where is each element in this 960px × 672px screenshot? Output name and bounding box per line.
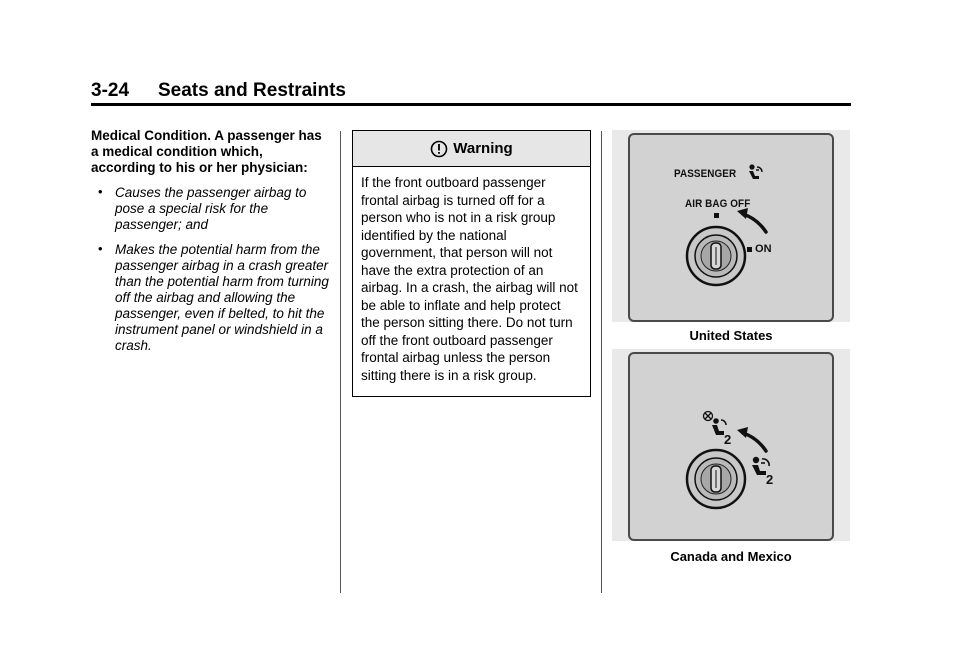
column-divider — [340, 131, 341, 593]
warning-box — [352, 130, 591, 397]
warning-text: If the front outboard passenger frontal airbag is turned off for a person who is not in a risk group identified by the national government, that person will not have the extra protection of an airbag. In a crash, the airbag will not be able to inflate and help protect the person sitting there. Do not turn off the front outboard passenger frontal airbag unless the person sitting there is in a risk group. — [361, 175, 578, 383]
bullet-icon: • — [98, 184, 103, 199]
medical-condition-column — [91, 128, 331, 363]
header-rule — [91, 103, 851, 106]
warning-icon — [430, 140, 448, 158]
list-item-text: Makes the potential harm from the passenger airbag in a crash greater than the potential harm from turning off the airbag and allowing the passenger, even if belted, to hit the instrument panel or windshield in a crash. — [115, 242, 329, 353]
airbag-off-label: AIR BAG OFF — [685, 198, 751, 210]
condition-list — [91, 185, 331, 354]
key-switch-icon — [685, 448, 747, 510]
page-number: 3-24 — [91, 80, 130, 101]
figure-caption: United States — [689, 328, 773, 343]
medical-condition-lead: Medical Condition. A passenger has a medical condition which, according to his or her physician: — [91, 128, 322, 175]
seat-position-number: 2 — [766, 472, 774, 487]
figure-caption: Canada and Mexico — [670, 549, 792, 564]
switch-panel — [628, 352, 834, 541]
passenger-label: PASSENGER — [674, 168, 737, 180]
bullet-icon: • — [98, 241, 103, 256]
list-item — [91, 185, 331, 233]
column-divider — [601, 131, 602, 593]
list-item-text: Causes the passenger airbag to pose a special risk for the passenger; and — [115, 185, 307, 232]
switch-panel — [628, 133, 834, 322]
warning-title: Warning — [453, 140, 513, 157]
off-indicator-square — [714, 213, 719, 218]
section-title: Seats and Restraints — [158, 80, 346, 101]
seat-position-number: 2 — [724, 432, 732, 447]
on-indicator-square — [747, 247, 752, 252]
list-item — [91, 242, 331, 354]
on-label: ON — [755, 243, 772, 255]
key-switch-icon — [685, 225, 747, 287]
us-switch-illustration — [612, 130, 850, 322]
canada-mexico-switch-illustration — [612, 349, 850, 541]
passenger-airbag-icon — [746, 163, 764, 181]
warning-header — [353, 131, 590, 167]
